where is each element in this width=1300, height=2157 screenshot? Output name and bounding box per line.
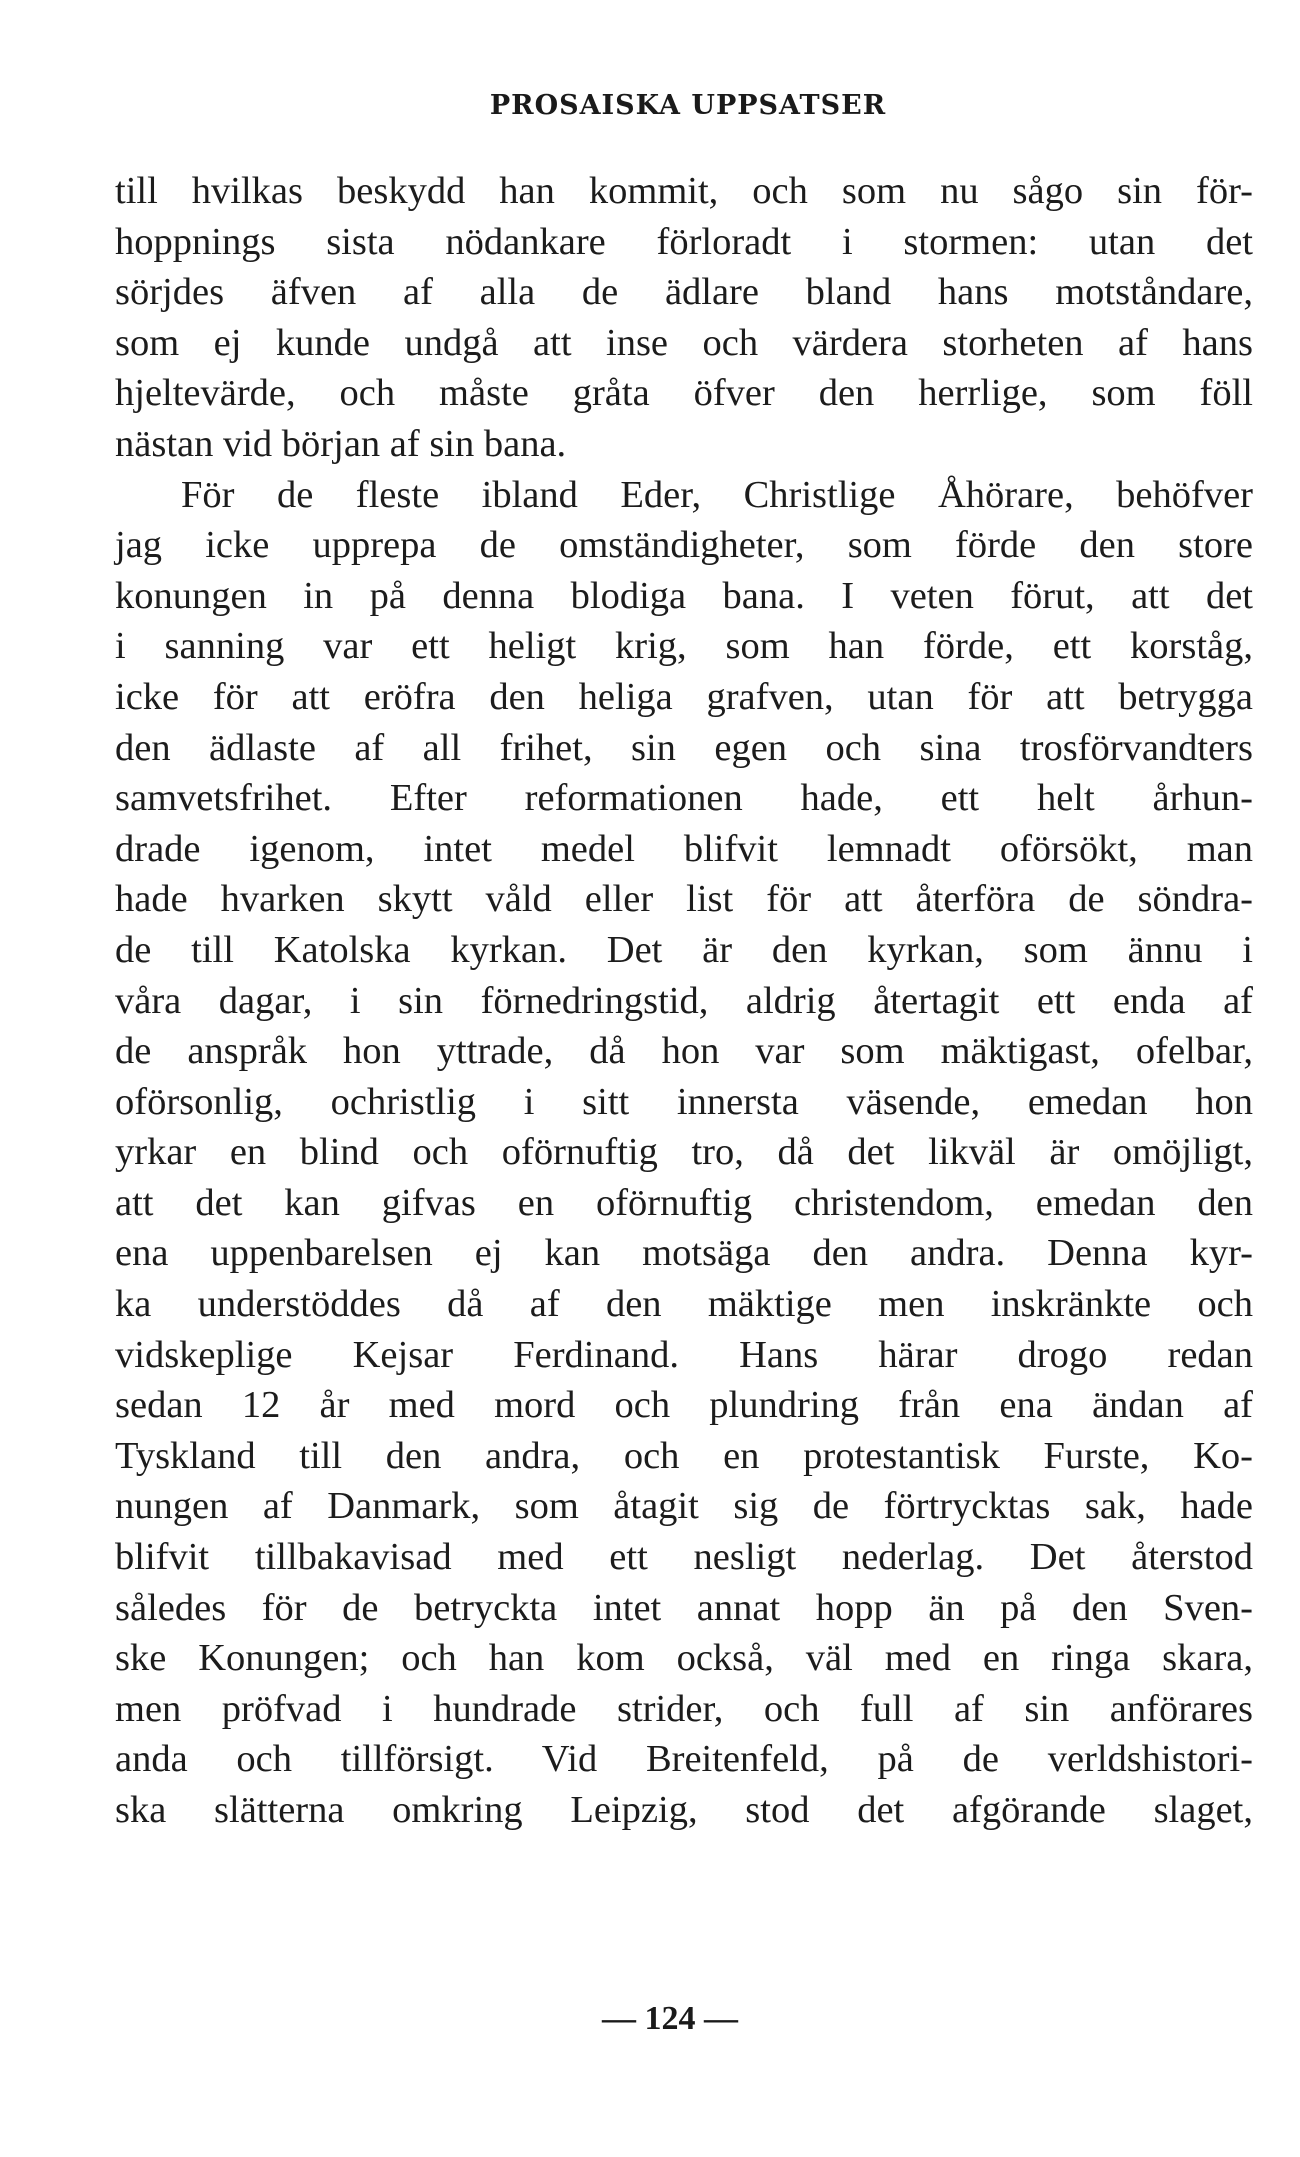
text-line: Tyskland till den andra, och en protestantisk Furste, Ko- [115, 1434, 1253, 1477]
text-line: hade hvarken skytt våld eller list för att återföra de söndra- [115, 878, 1253, 921]
body-text [115, 166, 1253, 1836]
text-line: drade igenom, intet medel blifvit lemnadt oförsökt, man [115, 827, 1253, 870]
text-line: den ädlaste af all frihet, sin egen och sina trosförvandters [115, 726, 1253, 769]
text-line: ena uppenbarelsen ej kan motsäga den andra. Denna kyr- [115, 1232, 1253, 1275]
text-line: i sanning var ett heligt krig, som han förde, ett korståg, [115, 625, 1253, 668]
text-line: hjeltevärde, och måste gråta öfver den herrlige, som föll [115, 372, 1253, 415]
text-line: ske Konungen; och han kom också, väl med en ringa skara, [115, 1637, 1253, 1680]
text-line: sedan 12 år med mord och plundring från ena ändan af [115, 1384, 1253, 1427]
text-line: som ej kunde undgå att inse och värdera storheten af hans [115, 321, 1253, 364]
text-line: icke för att eröfra den heliga grafven, utan för att betrygga [115, 675, 1253, 718]
text-line: yrkar en blind och oförnuftig tro, då det likväl är omöjligt, [115, 1131, 1253, 1174]
text-line: konungen in på denna blodiga bana. I veten förut, att det [115, 574, 1253, 617]
text-line: således för de betryckta intet annat hopp än på den Sven- [115, 1586, 1253, 1629]
text-line: samvetsfrihet. Efter reformationen hade, ett helt århun- [115, 777, 1253, 820]
text-line: oförsonlig, ochristlig i sitt innersta väsende, emedan hon [115, 1080, 1253, 1123]
text-line: men pröfvad i hundrade strider, och full af sin anförares [115, 1687, 1253, 1730]
text-line: För de fleste ibland Eder, Christlige Åhörare, behöfver [181, 473, 1253, 516]
text-line: nästan vid början af sin bana. [115, 422, 567, 465]
text-line: nungen af Danmark, som åtagit sig de förtrycktas sak, hade [115, 1485, 1253, 1528]
text-line: att det kan gifvas en oförnuftig christendom, emedan den [115, 1181, 1253, 1224]
text-line: de till Katolska kyrkan. Det är den kyrkan, som ännu i [115, 928, 1253, 971]
text-line: till hvilkas beskydd han kommit, och som nu sågo sin för- [115, 170, 1253, 212]
text-line: hoppnings sista nödankare förloradt i stormen: utan det [115, 220, 1253, 263]
text-line: vidskeplige Kejsar Ferdinand. Hans härar drogo redan [115, 1333, 1253, 1376]
text-line: sörjdes äfven af alla de ädlare bland hans motståndare, [115, 271, 1253, 314]
text-line: jag icke upprepa de omständigheter, som förde den store [115, 524, 1253, 567]
running-head: PROSAISKA UPPSATSER [489, 90, 887, 121]
page-number: — 124 — [602, 2000, 738, 2037]
text-line: blifvit tillbakavisad med ett nesligt nederlag. Det återstod [115, 1536, 1253, 1579]
text-line: anda och tillförsigt. Vid Breitenfeld, på de verldshistori- [115, 1738, 1253, 1781]
text-line: våra dagar, i sin förnedringstid, aldrig återtagit ett enda af [115, 979, 1253, 1022]
text-line: de anspråk hon yttrade, då hon var som mäktigast, ofelbar, [115, 1030, 1253, 1073]
text-line: ska slätterna omkring Leipzig, stod det afgörande slaget, [115, 1789, 1253, 1831]
text-line: ka understöddes då af den mäktige men inskränkte och [115, 1283, 1253, 1326]
